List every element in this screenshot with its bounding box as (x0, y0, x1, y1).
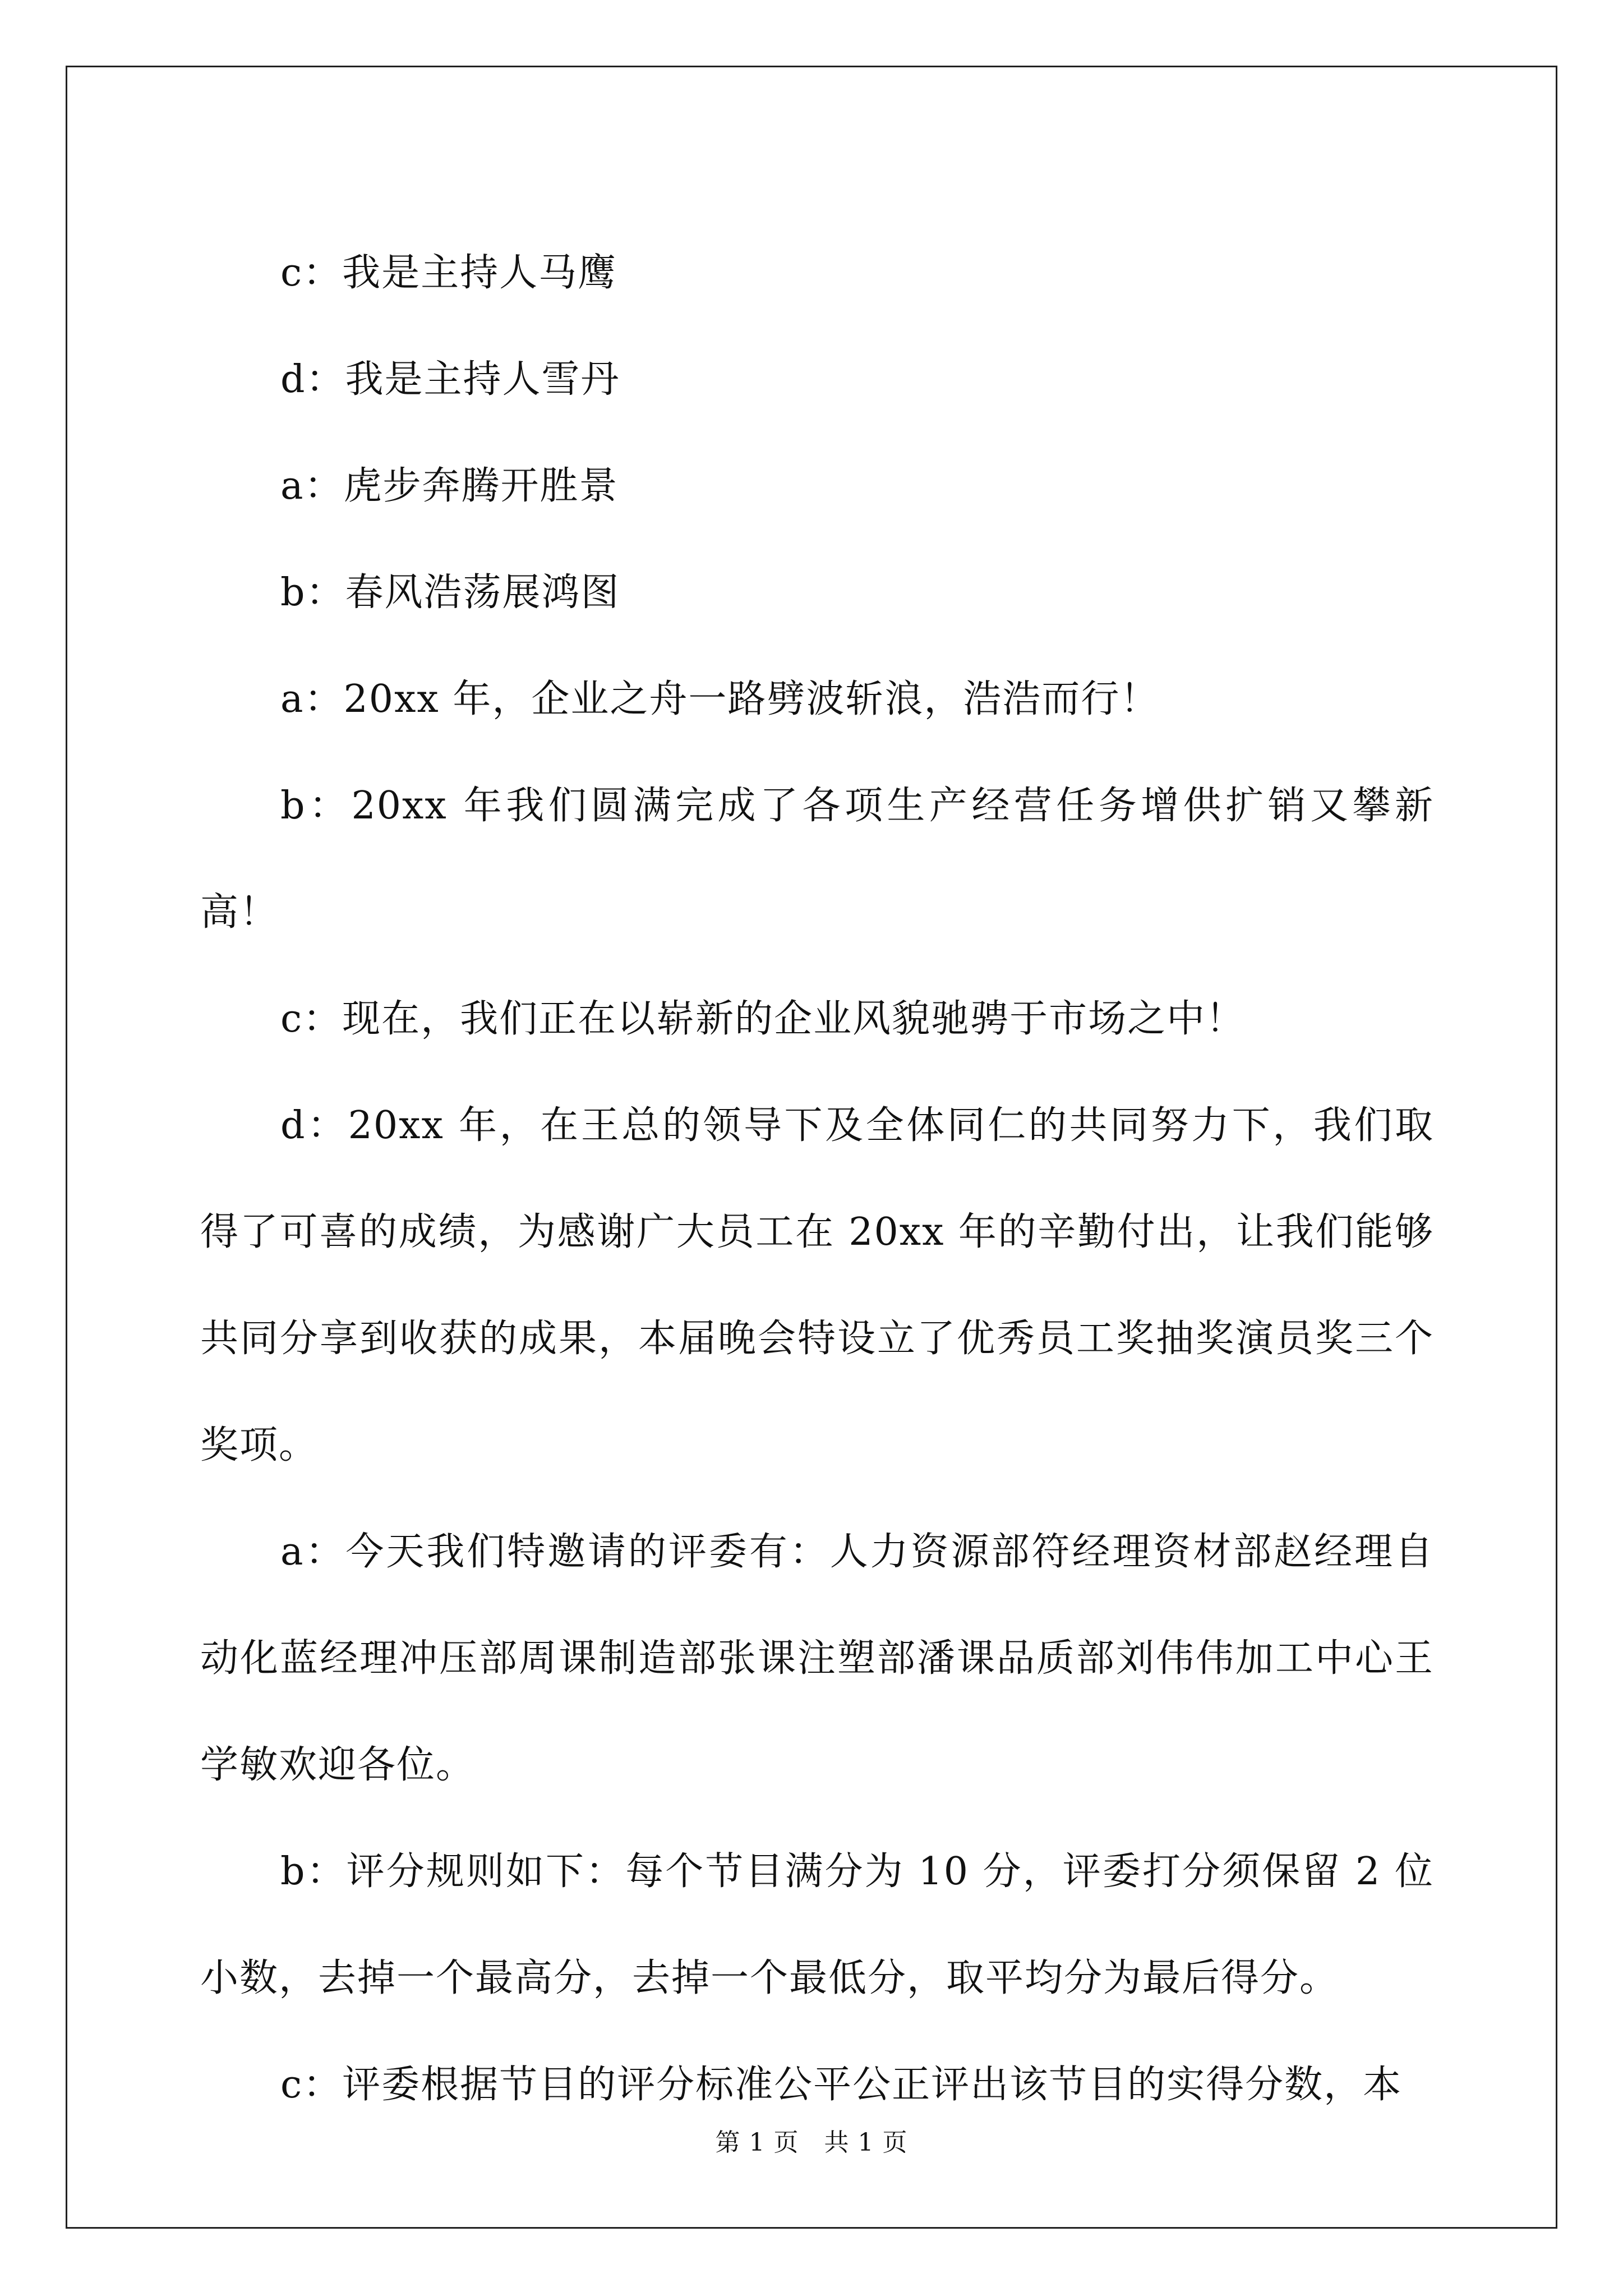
paragraph: b：评分规则如下：每个节目满分为 10 分，评委打分须保留 2 位小数，去掉一个最高分，去掉一个最低分，取平均分为最后得分。 (200, 1849, 1434, 2000)
paragraph: a：今天我们特邀请的评委有：人力资源部符经理资材部赵经理自动化蓝经理冲压部周课制造部张课注塑部潘课品质部刘伟伟加工中心王学敏欢迎各位。 (200, 1530, 1434, 1787)
page-footer: 第 1 页 共 1 页 (715, 2128, 908, 2157)
paragraph: b：春风浩荡展鸿图 (280, 570, 620, 615)
paragraph: c：评委根据节目的评分标准公平公正评出该节目的实得分数，本 (280, 2063, 1403, 2107)
paragraph: d：我是主持人雪丹 (280, 357, 620, 402)
paragraph: d：20xx 年，在王总的领导下及全体同仁的共同努力下，我们取得了可喜的成绩，为感谢广大员工在 20xx 年的辛勤付出，让我们能够共同分享到收获的成果，本届晚会特设立了优秀员工奖抽奖演员奖三个奖项。 (200, 1103, 1434, 1467)
paragraph: a：虎步奔腾开胜景 (280, 464, 619, 508)
document-body (200, 220, 1434, 2138)
paragraph: c：我是主持人马鹰 (280, 251, 617, 295)
paragraph: c：现在，我们正在以崭新的企业风貌驰骋于市场之中！ (280, 997, 1246, 1041)
paragraph: b：20xx 年我们圆满完成了各项生产经营任务增供扩销又攀新高！ (200, 784, 1434, 935)
paragraph: a：20xx 年，企业之舟一路劈波斩浪，浩浩而行！ (280, 677, 1160, 721)
